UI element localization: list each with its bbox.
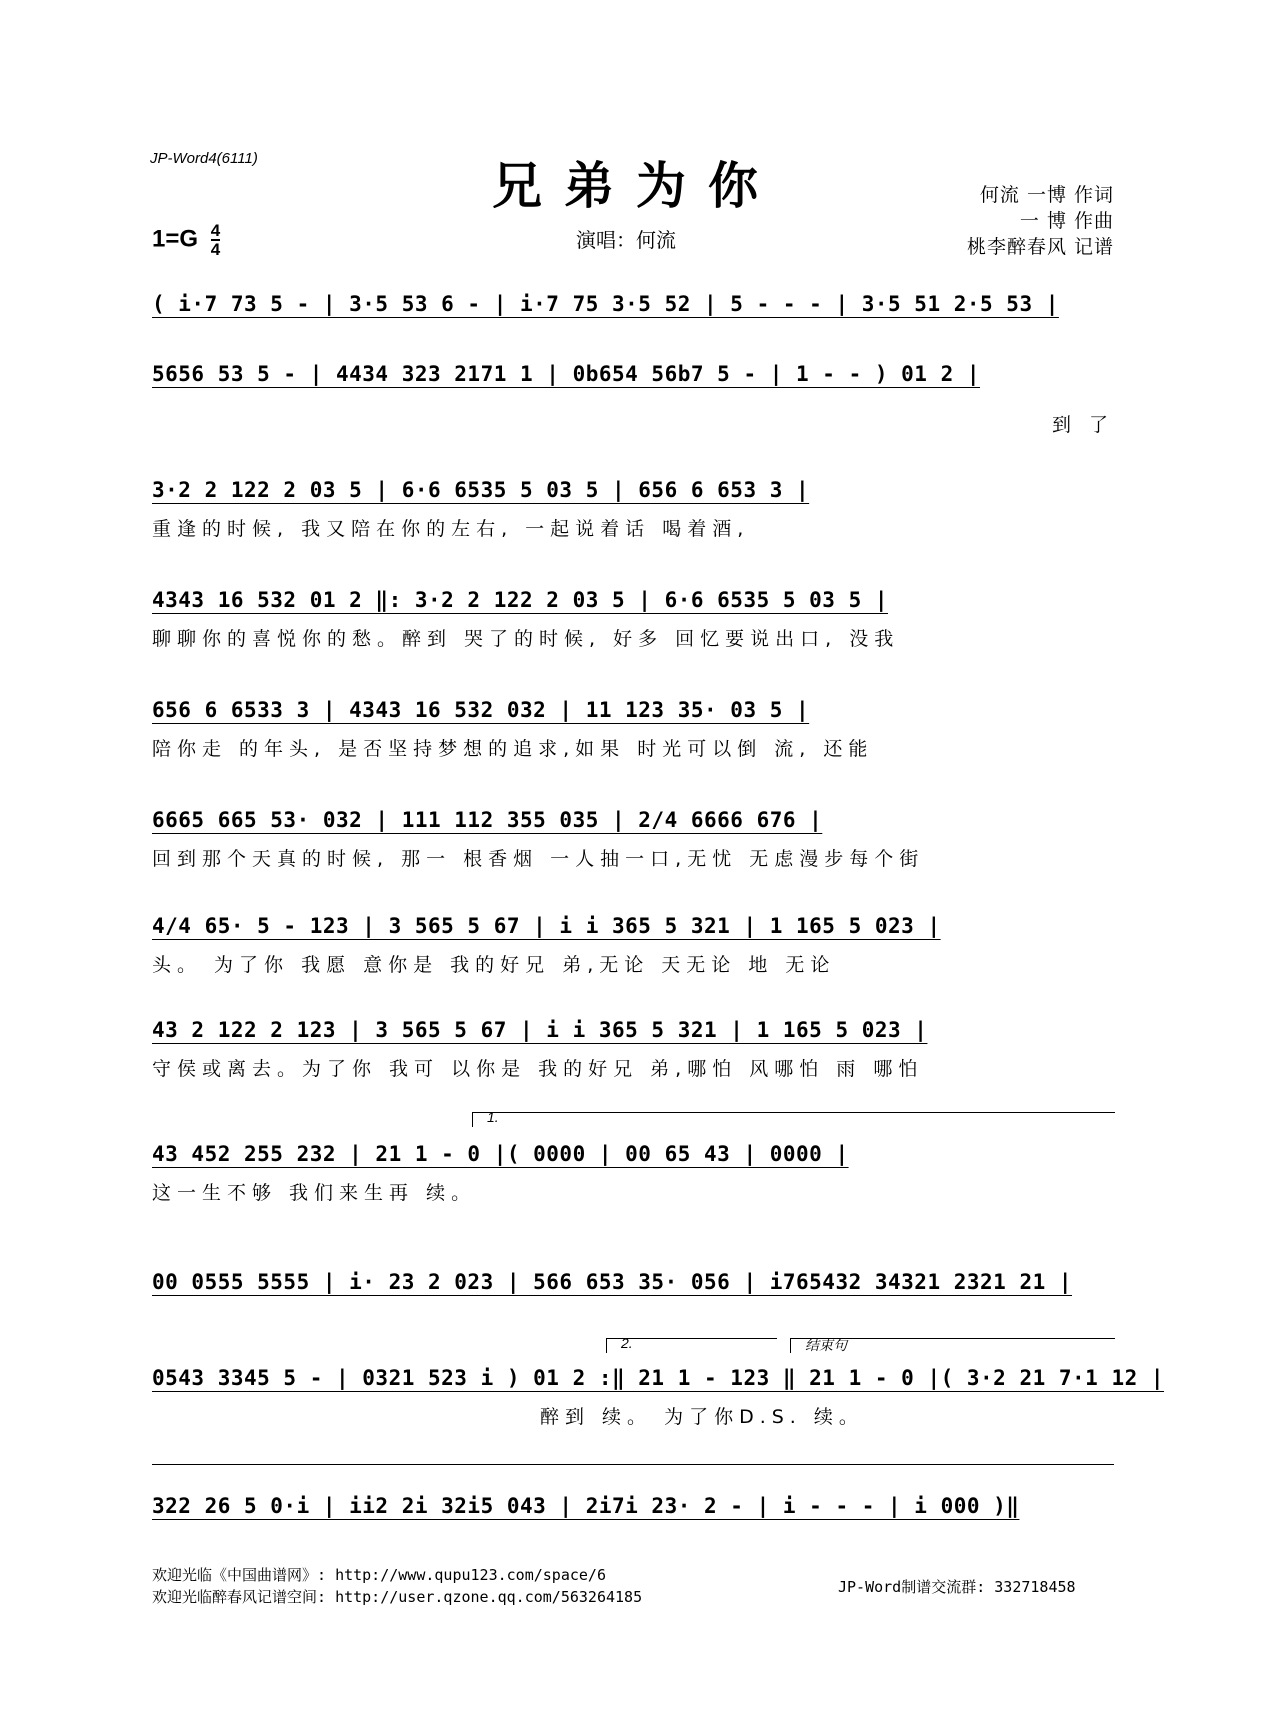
lyricist-credit: 何流 一博 作词 [979,184,1114,206]
lyric-line-4: 聊聊你的喜悦你的愁。醉到 哭了的时候, 好多 回忆要说出口, 没我 [152,628,900,650]
composer-credit: 一 博 作曲 [1019,210,1114,232]
top-rule [152,1464,1114,1479]
score-line-3: 3·2 2 122 2 03 5 | 6·6 6535 5 03 5 | 656 6 653 3 | [152,478,810,502]
score-line-8: 43 2 122 2 123 | 3 565 5 67 | i i 365 5 321 | 1 165 5 023 | [152,1018,928,1042]
volta-1: 1. [472,1112,1115,1127]
lyric-line-7: 头。 为了你 我愿 意你是 我的好兄 弟,无论 天无论 地 无论 [152,954,836,976]
time-signature [211,222,220,258]
score-line-6: 6665 665 53· 032 | 111 112 355 035 | 2/4 6666 676 | [152,808,823,832]
score-line-9: 43 452 255 232 | 21 1 - 0 |( 0000 | 00 65 43 | 0000 | [152,1142,849,1166]
lyric-line-11: 醉到 续。 为了你D.S. 续。 [540,1406,864,1428]
ending-bracket: 结束句 [790,1338,1115,1353]
song-title: 兄弟为你 [492,156,780,215]
score-line-1: ( i·7 73 5 - | 3·5 53 6 - | i·7 75 3·5 52 | 5 - - - | 3·5 51 2·5 53 | [152,292,1059,316]
score-line-7: 4/4 65· 5 - 123 | 3 565 5 67 | i i 365 5 321 | 1 165 5 023 | [152,914,941,938]
lyric-line-8: 守侯或离去。为了你 我可 以你是 我的好兄 弟,哪怕 风哪怕 雨 哪怕 [152,1058,924,1080]
time-sig-top: 4 [210,221,221,240]
credits [967,182,1114,260]
transcriber-credit: 桃李醉春风 记谱 [966,236,1114,258]
lyric-line-6: 回到那个天真的时候, 那一 根香烟 一人抽一口,无忧 无虑漫步每个街 [152,848,925,870]
footer-site-2: 欢迎光临醉春风记谱空间: http://user.qzone.qq.com/563264185 [152,1588,643,1606]
lyric-line-9: 这一生不够 我们来生再 续。 [152,1182,477,1204]
footer-site-1: 欢迎光临《中国曲谱网》: http://www.qupu123.com/space/6 [152,1566,606,1584]
score-line-5: 656 6 6533 3 | 4343 16 532 032 | 11 123 35· 03 5 | [152,698,810,722]
key-label: 1=G [152,225,199,253]
footer-sites [152,1564,642,1608]
lyric-line-2: 到 了 [1051,414,1114,436]
lyric-line-3: 重逢的时候, 我又陪在你的左右, 一起说着话 喝着酒, [152,518,750,540]
key-signature [152,222,220,258]
singer-credit: 演唱：何流 [576,228,676,252]
software-label: JP-Word4(6111) [150,150,258,167]
lyric-line-5: 陪你走 的年头, 是否坚持梦想的追求,如果 时光可以倒 流, 还能 [152,738,874,760]
score-line-12: 322 26 5 0·i | ii2 2i 32i5 043 | 2i7i 23· 2 - | i - - - | i 000 )‖ [152,1494,1020,1518]
score-line-11: 0543 3345 5 - | 0321 523 i ) 01 2 :‖ 21 1 - 123 ‖ 21 1 - 0 |( 3·2 21 7·1 12 | [152,1366,1165,1390]
volta-2: 2. [606,1338,777,1353]
footer-group: JP-Word制谱交流群: 332718458 [838,1578,1076,1596]
score-line-2: 5656 53 5 - | 4434 323 2171 1 | 0b654 56b7 5 - | 1 - - ) 01 2 | [152,362,981,386]
score-line-4: 4343 16 532 01 2 ‖: 3·2 2 122 2 03 5 | 6·6 6535 5 03 5 | [152,588,889,612]
time-sig-bottom: 4 [210,240,221,259]
score-line-10: 00 0555 5555 | i· 23 2 023 | 566 653 35· 056 | i765432 34321 2321 21 | [152,1270,1073,1294]
